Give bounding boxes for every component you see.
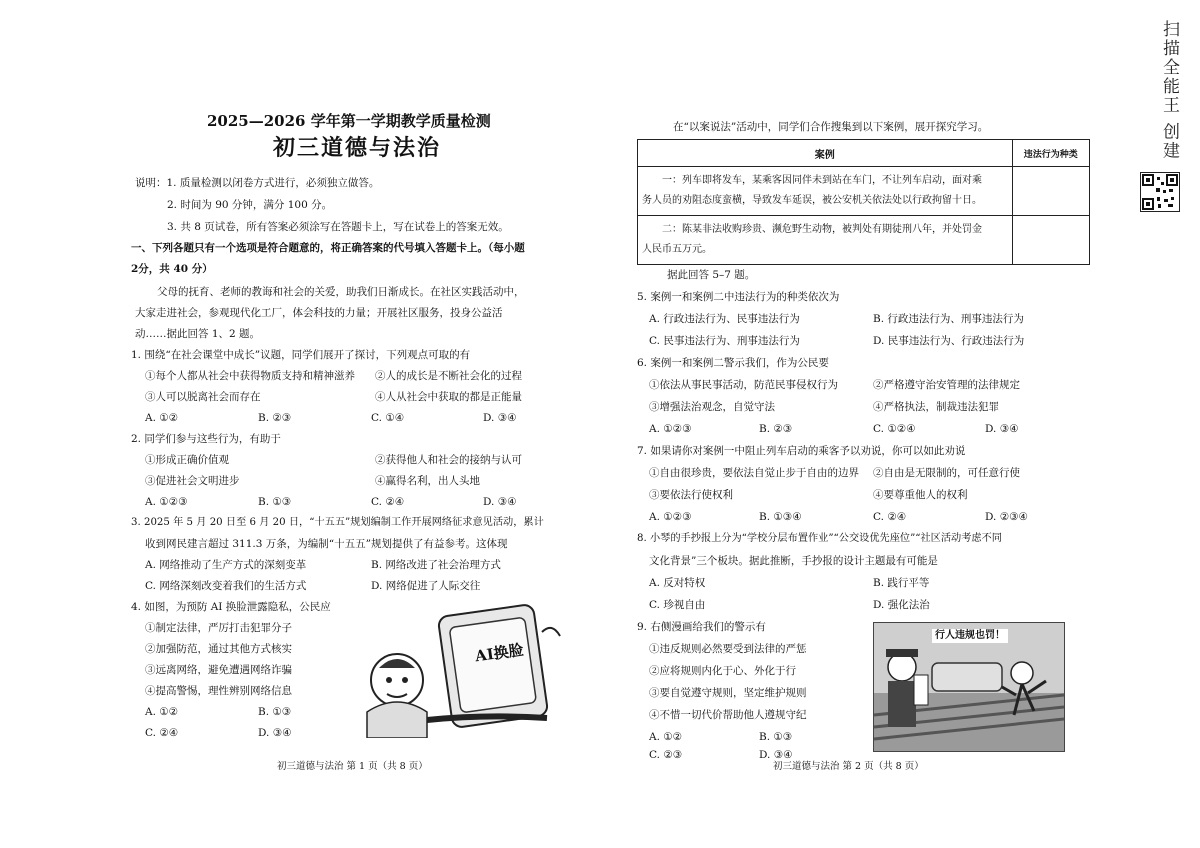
q7-option-b[interactable]: B. ①③④ bbox=[759, 511, 802, 523]
subject-title: 初三道德与法治 bbox=[273, 135, 442, 161]
case-1-line-2: 务人员的劝阻态度蛮横，导致发车延误，被公安机关依法处以行政拘留十日。 bbox=[642, 195, 982, 206]
left-page bbox=[125, 0, 580, 848]
cartoon-caption: 行人违规也罚！ bbox=[932, 629, 1008, 643]
q4-option-a[interactable]: A. ①② bbox=[145, 706, 179, 718]
q2-option-c[interactable]: C. ②④ bbox=[371, 496, 405, 508]
q4-statement-2: ②加强防范，通过其他方式核实 bbox=[145, 643, 292, 655]
intro-line-2: 大家走进社会，参观现代化工厂，体会科技的力量；开展社区服务，投身公益活 bbox=[135, 307, 503, 319]
note-2: 2. 时间为 90 分钟，满分 100 分。 bbox=[167, 199, 333, 211]
q6-option-c[interactable]: C. ①②④ bbox=[873, 423, 916, 435]
q1-statement-1: ①每个人都从社会中获得物质支持和精神滋养 bbox=[145, 370, 355, 382]
page-1-footer: 初三道德与法治 第 1 页（共 8 页） bbox=[277, 761, 428, 772]
cases-intro: 在“以案说法”活动中，同学们合作搜集到以下案例，展开探究学习。 bbox=[673, 121, 989, 133]
case-table bbox=[637, 139, 1090, 265]
q6-statement-2: ②严格遵守治安管理的法律规定 bbox=[873, 379, 1020, 391]
q2-statement-3: ③促进社会文明进步 bbox=[145, 475, 240, 487]
q7-statement-3: ③要依法行使权利 bbox=[649, 489, 733, 501]
question-1: 1. 围绕“在社会课堂中成长”议题，同学们展开了探讨，下列观点可取的有 bbox=[131, 349, 471, 361]
q4-option-b[interactable]: B. ①③ bbox=[258, 706, 292, 718]
q7-statement-4: ④要尊重他人的权利 bbox=[873, 489, 968, 501]
q9-statement-4: ④不惜一切代价帮助他人遵规守纪 bbox=[649, 709, 807, 721]
q1-statement-4: ④人从社会中获取的都是正能量 bbox=[375, 391, 522, 403]
q7-statement-1: ①自由很珍贵，要依法自觉止步于自由的边界 bbox=[649, 467, 859, 479]
q4-option-d[interactable]: D. ③④ bbox=[258, 727, 292, 739]
q2-option-a[interactable]: A. ①②③ bbox=[145, 496, 188, 508]
q1-option-b[interactable]: B. ②③ bbox=[258, 412, 292, 424]
question-8-line-2: 文化背景”三个板块。据此推断，手抄报的设计主题最有可能是 bbox=[649, 555, 938, 567]
q1-option-d[interactable]: D. ③④ bbox=[483, 412, 517, 424]
q3-option-d[interactable]: D. 网络促进了人际交往 bbox=[371, 580, 481, 592]
q9-statement-2: ②应将规则内化于心、外化于行 bbox=[649, 665, 796, 677]
answer-hint: 据此回答 5–7 题。 bbox=[667, 269, 756, 281]
q5-option-c[interactable]: C. 民事违法行为、刑事违法行为 bbox=[649, 335, 800, 347]
q6-statement-1: ①依法从事民事活动，防范民事侵权行为 bbox=[649, 379, 838, 391]
note-1: 说明：1. 质量检测以闭卷方式进行，必须独立做答。 bbox=[135, 177, 380, 189]
q9-statement-3: ③要自觉遵守规则，坚定维护规则 bbox=[649, 687, 807, 699]
q9-option-b[interactable]: B. ①③ bbox=[759, 731, 793, 743]
question-3-line-2: 收到网民建言超过 311.3 万条，为编制“十五五”规划提供了有益参考。这体现 bbox=[145, 538, 508, 550]
qr-code-pattern bbox=[1141, 173, 1179, 211]
question-5: 5. 案例一和案例二中违法行为的种类依次为 bbox=[637, 291, 840, 303]
q2-statement-4: ④赢得名利，出人头地 bbox=[375, 475, 480, 487]
exam-title: 2025—2026 学年第一学期教学质量检测 bbox=[207, 112, 491, 130]
case-2-answer-cell[interactable] bbox=[1012, 216, 1089, 265]
q4-option-c[interactable]: C. ②④ bbox=[145, 727, 179, 739]
q1-statement-2: ②人的成长是不断社会化的过程 bbox=[375, 370, 522, 382]
page-2-footer: 初三道德与法治 第 2 页（共 8 页） bbox=[773, 761, 924, 772]
section-1-instruction: 一、下列各题只有一个选项是符合题意的，将正确答案的代号填入答题卡上。（每小题 bbox=[131, 242, 525, 254]
q7-option-c[interactable]: C. ②④ bbox=[873, 511, 907, 523]
q2-option-d[interactable]: D. ③④ bbox=[483, 496, 517, 508]
q8-option-c[interactable]: C. 珍视自由 bbox=[649, 599, 706, 611]
question-4: 4. 如图，为预防 AI 换脸泄露隐私，公民应 bbox=[131, 601, 331, 613]
case-2-cell bbox=[638, 216, 1013, 265]
q4-statement-4: ④提高警惕，理性辨别网络信息 bbox=[145, 685, 292, 697]
question-9: 9. 右侧漫画给我们的警示有 bbox=[637, 621, 766, 633]
q8-option-d[interactable]: D. 强化法治 bbox=[873, 599, 930, 611]
q1-statement-3: ③人可以脱离社会而存在 bbox=[145, 391, 261, 403]
qr-code-icon bbox=[1140, 172, 1180, 212]
q1-option-c[interactable]: C. ①④ bbox=[371, 412, 405, 424]
q5-option-b[interactable]: B. 行政违法行为、刑事违法行为 bbox=[873, 313, 1024, 325]
question-3-line-1: 3. 2025 年 5 月 20 日至 6 月 20 日，“十五五”规划编制工作开展网络征求意见活动，累计 bbox=[131, 517, 544, 528]
q3-option-c[interactable]: C. 网络深刻改变着我们的生活方式 bbox=[145, 580, 307, 592]
q2-statement-1: ①形成正确价值观 bbox=[145, 454, 229, 466]
case-2-line-1: 二：陈某非法收购珍贵、濒危野生动物，被判处有期徒刑八年，并处罚金 bbox=[662, 224, 982, 235]
q6-statement-3: ③增强法治观念，自觉守法 bbox=[649, 401, 775, 413]
case-1-cell bbox=[638, 167, 1013, 216]
section-1-score: 2分，共 40 分） bbox=[131, 263, 213, 275]
q5-option-d[interactable]: D. 民事违法行为、行政违法行为 bbox=[873, 335, 1025, 347]
q6-option-d[interactable]: D. ③④ bbox=[985, 423, 1019, 435]
question-6: 6. 案例一和案例二警示我们，作为公民要 bbox=[637, 357, 829, 369]
q9-option-c[interactable]: C. ②③ bbox=[649, 749, 683, 761]
q2-statement-2: ②获得他人和社会的接纳与认可 bbox=[375, 454, 522, 466]
q9-option-d[interactable]: D. ③④ bbox=[759, 749, 793, 761]
table-row-case-1 bbox=[638, 167, 1090, 216]
question-7: 7. 如果请你对案例一中阻止列车启动的乘客予以劝说，你可以如此劝说 bbox=[637, 445, 966, 457]
q6-option-a[interactable]: A. ①②③ bbox=[649, 423, 692, 435]
q4-statement-3: ③远离网络，避免遭遇网络诈骗 bbox=[145, 664, 292, 676]
table-header-type: 违法行为种类 bbox=[1012, 140, 1089, 167]
ai-faceswap-label: AI换脸 bbox=[473, 640, 525, 666]
q1-option-a[interactable]: A. ①② bbox=[145, 412, 179, 424]
table-header-case: 案例 bbox=[638, 140, 1013, 167]
case-2-line-2: 人民币五万元。 bbox=[642, 244, 712, 255]
ai-faceswap-drawing bbox=[337, 602, 577, 738]
scanner-watermark: 扫描全能王 创建 bbox=[1159, 20, 1179, 161]
q2-option-b[interactable]: B. ①③ bbox=[258, 496, 292, 508]
table-row-case-2 bbox=[638, 216, 1090, 265]
q3-option-a[interactable]: A. 网络推动了生产方式的深刻变革 bbox=[145, 559, 307, 571]
right-page bbox=[633, 0, 1093, 848]
q6-option-b[interactable]: B. ②③ bbox=[759, 423, 793, 435]
case-1-line-1: 一：列车即将发车，某乘客因同伴未到站在车门，不让列车启动，面对乘 bbox=[662, 175, 982, 186]
table-header-row bbox=[638, 140, 1090, 167]
q7-option-d[interactable]: D. ②③④ bbox=[985, 511, 1028, 523]
q5-option-a[interactable]: A. 行政违法行为、民事违法行为 bbox=[649, 313, 800, 325]
q9-option-a[interactable]: A. ①② bbox=[649, 731, 683, 743]
intro-line-3: 动……据此回答 1、2 题。 bbox=[135, 328, 261, 340]
q3-option-b[interactable]: B. 网络改进了社会治理方式 bbox=[371, 559, 501, 571]
q6-statement-4: ④严格执法，制裁违法犯罪 bbox=[873, 401, 999, 413]
intro-line-1: 父母的抚育、老师的教诲和社会的关爱，助我们日渐成长。在社区实践活动中， bbox=[157, 286, 525, 298]
q8-option-a[interactable]: A. 反对特权 bbox=[649, 577, 706, 589]
ai-faceswap-illustration bbox=[337, 602, 577, 738]
case-1-answer-cell[interactable] bbox=[1012, 167, 1089, 216]
q9-statement-1: ①违反规则必然要受到法律的严惩 bbox=[649, 643, 807, 655]
traffic-cartoon bbox=[873, 622, 1065, 752]
q7-option-a[interactable]: A. ①②③ bbox=[649, 511, 692, 523]
q8-option-b[interactable]: B. 践行平等 bbox=[873, 577, 930, 589]
q4-statement-1: ①制定法律，严厉打击犯罪分子 bbox=[145, 622, 292, 634]
q7-statement-2: ②自由是无限制的，可任意行使 bbox=[873, 467, 1020, 479]
note-3: 3. 共 8 页试卷，所有答案必须涂写在答题卡上，写在试卷上的答案无效。 bbox=[167, 221, 509, 233]
question-8-line-1: 8. 小琴的手抄报上分为“学校分层布置作业”“公交设优先座位”“社区活动考虑不同 bbox=[637, 533, 1002, 544]
question-2: 2. 同学们参与这些行为，有助于 bbox=[131, 433, 281, 445]
